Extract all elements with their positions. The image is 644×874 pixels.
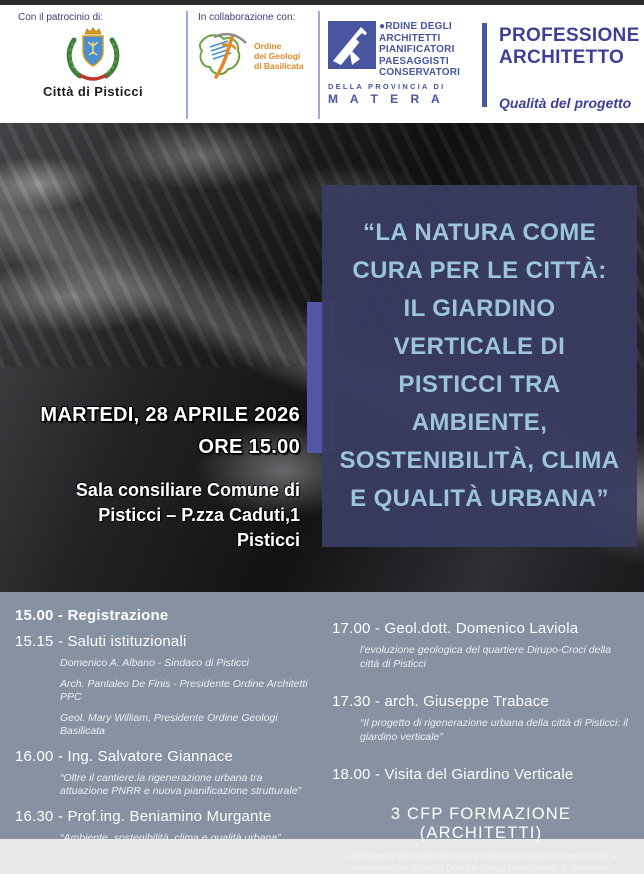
professione-architetto-brand [487, 5, 644, 123]
ordine-line: PIANIFICATORI [379, 44, 460, 56]
program-entry-label: 15.00 - Registrazione [15, 607, 322, 624]
program-entry [332, 620, 630, 671]
ordine-matera-logo [320, 5, 478, 123]
geologi-logo-text [254, 41, 304, 71]
brand-title-line: PROFESSIONE [499, 25, 644, 47]
ordine-matera-logo-icon [328, 21, 376, 69]
ordine-city-line: M A T E R A [328, 92, 478, 106]
program-entry-topic: “Il progetto di rigenerazione urbana della città di Pisticci: il giardino verticale” [360, 717, 630, 744]
spacer [332, 671, 630, 693]
program-entry-topic: “Ambiente, sostenibilità, clima e qualità urbana” [60, 832, 310, 846]
program-section [0, 592, 644, 839]
ordine-line: ARCHITETTI [379, 33, 460, 45]
program-entry-label: 15.15 - Saluti istituzionali [15, 633, 322, 650]
program-column-left [15, 598, 322, 839]
venue-line: Pisticci [76, 528, 300, 553]
event-title: “LA NATURA COME CURA PER LE CITTÀ: IL GIARDINO VERTICALE DI PISTICCI TRA AMBIENTE, SOSTENIBILITÀ, CLIMA E QUALITÀ URBANA” [339, 214, 620, 518]
program-entry-label: 17.30 - arch. Giuseppe Trabace [332, 693, 630, 710]
program-entry-speaker: Domenico A. Albano - Sindaco di Pisticci [60, 657, 310, 671]
event-title-box [322, 185, 637, 547]
program-entry-label: 16.00 - Ing. Salvatore Giannace [15, 748, 322, 765]
patronage-section [0, 5, 186, 123]
spacer [332, 744, 630, 766]
program-entry [332, 693, 630, 744]
program-entry-speaker: Geol. Mary William, Presidente Ordine Geologi Basilicata [60, 712, 310, 739]
geologi-line: Ordine [254, 41, 304, 51]
program-entry [15, 748, 322, 799]
program-column-right [322, 598, 630, 839]
venue-line: Pisticci – P.zza Caduti,1 [76, 503, 300, 528]
program-entry [15, 633, 322, 739]
geologi-logo [188, 25, 318, 87]
program-entry-label: 17.00 - Geol.dott. Domenico Laviola [332, 620, 630, 637]
geologi-logo-icon [194, 25, 256, 87]
ordine-matera-text [379, 21, 460, 79]
program-entry [332, 766, 630, 783]
pisticci-coat-of-arms-icon [60, 26, 126, 82]
program-entry-topic: “Oltre il cantiere:la rigenerazione urbana tra attuazione PNRR e nuova pianificazione strutturale” [60, 772, 310, 799]
cfp-note-line: L'attribuzione dei crediti formativi professionali avverrà in conformità ai [332, 851, 630, 863]
patronage-label: Con il patrocinio di: [0, 5, 103, 23]
geologi-line: dei Geologi [254, 51, 304, 61]
program-entry-label: 18.00 - Visita del Giardino Verticale [332, 766, 630, 783]
collaboration-label: In collaborazione con: [188, 5, 318, 23]
program-entry-label: 16.30 - Prof.ing. Beniamino Murgante [15, 808, 322, 825]
cfp-note [332, 851, 630, 874]
ordine-line: ●RDINE DEGLI [379, 21, 460, 33]
brand-tagline: Qualità del progetto [499, 95, 644, 111]
event-venue [76, 478, 300, 553]
ordine-line: PAESAGGISTI [379, 56, 460, 68]
venue-line: Sala consiliare Comune di [76, 478, 300, 503]
ordine-province-line: DELLA PROVINCIA DI [328, 82, 478, 91]
program-entry-speaker: Arch. Pantaleo De Finis - Presidente Ordine Architetti PPC [60, 678, 310, 705]
ordine-line: CONSERVATORI [379, 67, 460, 79]
header [0, 5, 644, 123]
event-time: ORE 15.00 [40, 431, 300, 463]
cfp-title: 3 CFP FORMAZIONE (ARCHITETTI) [332, 805, 630, 843]
brand-title-line: ARCHITETTO [499, 47, 644, 69]
program-entry [15, 808, 322, 846]
hero-section [0, 123, 644, 592]
geologi-line: di Basilicata [254, 61, 304, 71]
patronage-name: Città di Pisticci [43, 84, 143, 99]
collaboration-section [188, 5, 318, 123]
program-entry [15, 607, 322, 624]
event-date: MARTEDI, 28 APRILE 2026 [40, 399, 300, 431]
cfp-note-line: regolamenti dei rispettivi Ordini e Collegi professionali di riferimento. [332, 863, 630, 874]
cfp-credits-block [332, 805, 630, 874]
event-datetime [40, 399, 300, 463]
program-entry-topic: l’evoluzione geologica del quartiere Dirupo-Croci della città di Pisticci [360, 644, 630, 671]
